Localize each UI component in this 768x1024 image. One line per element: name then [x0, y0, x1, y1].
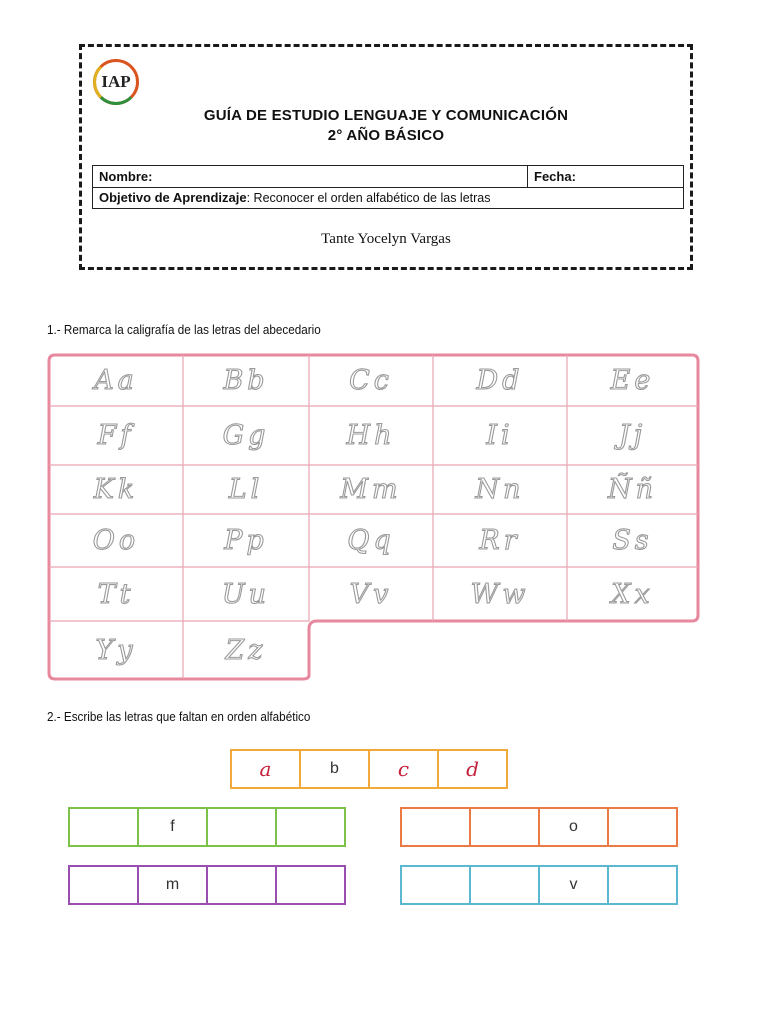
cell-divider — [527, 166, 528, 187]
student-info-table — [92, 165, 684, 209]
letter-box: b — [299, 749, 370, 789]
info-row-objective — [93, 187, 683, 208]
tracing-letter-cell: Ee — [610, 365, 655, 396]
letter-box: a — [230, 749, 301, 789]
tracing-letter-cell: Mm — [340, 474, 402, 505]
info-row-name — [93, 166, 683, 188]
tracing-letter-cell: Bb — [223, 365, 269, 396]
date-label: Fecha: — [534, 169, 576, 184]
logo-text: IAP — [101, 72, 131, 91]
tracing-letter-cell: Uu — [221, 578, 271, 610]
empty-letter-box[interactable] — [68, 865, 139, 905]
empty-letter-box[interactable] — [275, 865, 346, 905]
tracing-letter-cell: Nn — [475, 474, 525, 505]
objective — [99, 190, 491, 205]
empty-letter-box[interactable] — [607, 865, 678, 905]
teacher-name: Tante Yocelyn Vargas — [321, 231, 451, 247]
empty-letter-box[interactable] — [469, 865, 540, 905]
top-example-row — [230, 749, 506, 789]
tracing-letter-cell: Ff — [97, 420, 135, 451]
letter-box: d — [437, 749, 508, 789]
letter-box: c — [368, 749, 439, 789]
letter-box: f — [137, 807, 208, 847]
tracing-letter-cell: Ll — [228, 474, 264, 505]
page-title: GUÍA DE ESTUDIO LENGUAJE Y COMUNICACIÓN — [203, 107, 569, 124]
tracing-letter-cell: Jj — [618, 420, 647, 451]
purple-letter-row — [68, 865, 344, 905]
alphabet-tracing-panel — [47, 353, 700, 681]
orange-letter-row — [400, 807, 676, 847]
tracing-letter-cell: Kk — [93, 474, 139, 505]
empty-letter-box[interactable] — [607, 807, 678, 847]
objective-text: : Reconocer el orden alfabético de las letras — [246, 191, 491, 205]
page-subtitle: 2° AÑO BÁSICO — [327, 127, 445, 144]
tracing-letter-cell: Ññ — [607, 474, 657, 505]
letter-box: v — [538, 865, 609, 905]
tracing-letter-cell: Qq — [347, 525, 395, 556]
tracing-letter-cell: Cc — [349, 365, 393, 396]
green-letter-row — [68, 807, 344, 847]
tracing-letter-cell: Aa — [94, 365, 138, 396]
objective-label: Objetivo de Aprendizaje — [99, 190, 247, 205]
empty-letter-box[interactable] — [68, 807, 139, 847]
letter-box: m — [137, 865, 208, 905]
school-logo — [93, 59, 139, 105]
empty-letter-box[interactable] — [206, 865, 277, 905]
tracing-letter-cell: Ss — [612, 525, 653, 556]
tracing-letter-cell: Xx — [611, 578, 654, 610]
tracing-letter-cell: Yy — [95, 634, 137, 666]
header-box — [79, 44, 693, 270]
empty-letter-box[interactable] — [469, 807, 540, 847]
tracing-letter-cell: Tt — [97, 578, 135, 610]
letter-box: o — [538, 807, 609, 847]
exercise2-instruction: 2.- Escribe las letras que faltan en orden alfabético — [47, 709, 311, 724]
tracing-letter-cell: Ww — [470, 578, 530, 610]
blue-letter-row — [400, 865, 676, 905]
exercise1-instruction: 1.- Remarca la caligrafía de las letras del abecedario — [47, 322, 321, 337]
tracing-letter-cell: Dd — [476, 365, 524, 396]
empty-letter-box[interactable] — [400, 865, 471, 905]
name-label: Nombre: — [99, 169, 153, 184]
empty-letter-box[interactable] — [206, 807, 277, 847]
tracing-letter-cell: Pp — [224, 525, 268, 556]
tracing-letter-cell: Hh — [346, 420, 396, 451]
tracing-letter-cell: Gg — [222, 420, 270, 451]
tracing-letter-cell: Vv — [349, 578, 393, 610]
empty-letter-box[interactable] — [400, 807, 471, 847]
tracing-letter-cell: Oo — [92, 525, 140, 556]
tracing-letter-cell: Rr — [479, 525, 521, 556]
tracing-letter-cell: Ii — [486, 420, 514, 451]
empty-letter-box[interactable] — [275, 807, 346, 847]
tracing-letter-cell: Zz — [225, 634, 267, 666]
